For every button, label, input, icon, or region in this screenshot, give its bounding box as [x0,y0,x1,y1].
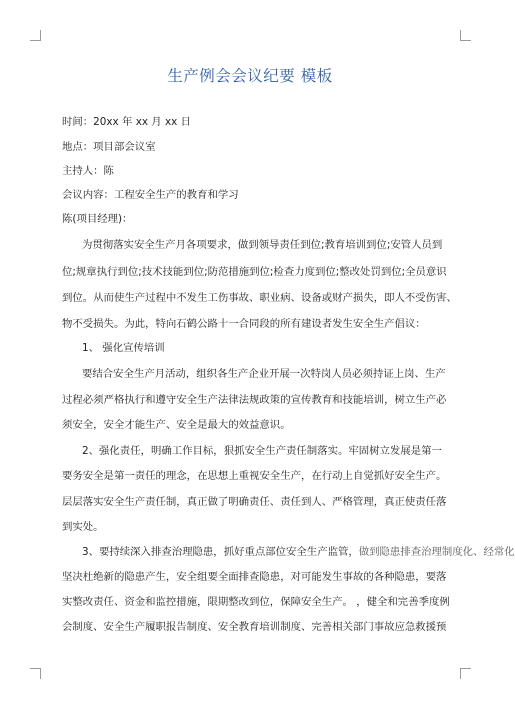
intro-line: 到位。从而使生产过程中不发生工伤事故、职业病、设备或财产损失，即人不受伤害、 [62,292,457,304]
section-heading: 1、 强化宣传培训 [82,342,165,354]
margin-corner-mark [30,30,41,41]
section-line-text: 3、要持续深入排查治理隐患，抓好重点部位安全生产监管， [82,546,359,558]
meeting-place: 地点：项目部会议室 [62,141,156,153]
meeting-host: 主持人：陈 [62,165,114,177]
section-line [82,545,515,559]
margin-corner-mark [460,30,471,41]
overlapping-text: 做到隐患排查治理制度化、经常化 [358,546,515,558]
margin-corner-mark [460,668,471,679]
section-line: 要结合安全生产月活动，组织各生产企业开展一次特岗人员必须持证上岗、生产 [82,368,446,380]
section-line: 须安全，安全才能生产、安全是最大的效益意识。 [62,419,291,431]
speaker-label: 陈(项目经理)： [62,213,133,225]
intro-line: 物不受损失。为此，特向石鹤公路十一合同段的所有建设者发生安全生产倡议： [62,318,426,330]
section-line: 2、强化责任，明确工作目标，狠抓安全生产责任制落实。牢固树立发展是第一 [82,445,442,457]
margin-corner-mark [30,668,41,679]
intro-line: 为贯彻落实安全生产月各项要求，做到领导责任到位;教育培训到位;安管人员到 [82,239,443,251]
meeting-time: 时间：20xx 年 xx 月 xx 日 [62,116,191,128]
section-line: 要务安全是第一责任的理念，在思想上重视安全生产，在行动上自觉抓好安全生产。 [62,470,447,482]
document-title: 生产例会会议纪要 模板 [167,67,333,85]
section-line: 过程必须严格执行和遵守安全生产法律法规政策的宣传教育和技能培训，树立生产必 [62,394,447,406]
section-line: 层层落实安全生产责任制，真正做了明确责任、责任到人、严格管理，真正使责任落 [62,496,447,508]
meeting-content: 会议内容：工程安全生产的教育和学习 [62,189,239,201]
section-line: 坚决杜绝新的隐患产生，安全组要全面排查隐患，对可能发生事故的各种隐患，要落 [62,571,447,583]
section-line: 实整改责任、资金和监控措施，限期整改到位，保障安全生产。 ，健全和完善季度例 [62,596,450,608]
intro-line: 位;规章执行到位;技术技能到位;防范措施到位;检查力度到位;整改处罚到位;全员意识 [62,266,447,278]
section-line: 会制度、安全生产履职报告制度、安全教育培训制度、完善相关部门事故应急救援预 [62,621,447,633]
section-line: 到实处。 [62,521,104,533]
